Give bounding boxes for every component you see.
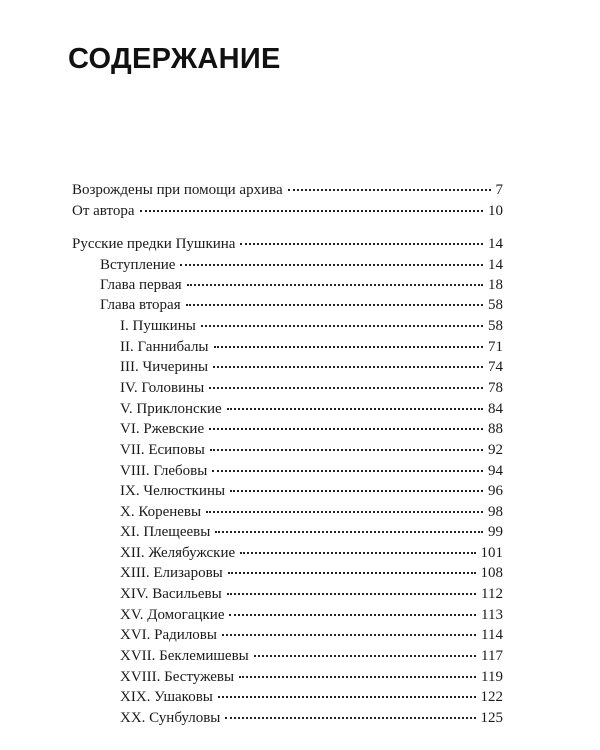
toc-entry-label: Вступление	[100, 257, 176, 273]
toc-entry-label: V. Приклонские	[120, 401, 222, 417]
toc-entry	[120, 706, 503, 724]
dot-leader	[215, 517, 483, 533]
toc-entry-page: 101	[480, 545, 503, 561]
toc-entry-page: 88	[488, 421, 503, 437]
toc-entry-page: 74	[488, 359, 503, 375]
dot-leader	[212, 456, 483, 472]
toc-entry	[120, 603, 503, 621]
toc-entry-label: X. Кореневы	[120, 504, 202, 520]
toc-entry-label: XV. Домогацкие	[120, 607, 225, 623]
toc-entry-page: 98	[488, 504, 503, 520]
toc-entry-label: XVI. Радиловы	[120, 627, 217, 643]
toc-entry	[72, 232, 503, 250]
dot-leader	[227, 579, 476, 595]
toc-entry	[120, 685, 503, 703]
toc-entry-label: XIII. Елизаровы	[120, 565, 223, 581]
toc-entry	[120, 520, 503, 538]
toc-entry-label: VIII. Глебовы	[120, 463, 208, 479]
dot-leader	[186, 290, 483, 306]
toc-entry-label: VII. Есиповы	[120, 442, 205, 458]
toc-entry-page: 117	[481, 648, 503, 664]
toc-entry	[120, 459, 503, 477]
toc-entry-page: 108	[480, 565, 503, 581]
toc-entry-label: XI. Плещеевы	[120, 524, 211, 540]
toc-entry-label: VI. Ржевские	[120, 421, 205, 437]
dot-leader	[214, 332, 483, 348]
dot-leader	[206, 497, 483, 513]
toc-entry-page: 113	[481, 607, 503, 623]
toc-entry	[120, 335, 503, 353]
toc-entry	[120, 314, 503, 332]
dot-leader	[209, 414, 483, 430]
toc-entry	[120, 644, 503, 662]
toc-entry-page: 125	[480, 710, 503, 726]
toc-entry	[100, 253, 503, 271]
toc-entry	[120, 623, 503, 641]
dot-leader	[201, 311, 483, 327]
toc-entry-label: XX. Сунбуловы	[120, 710, 221, 726]
toc-entry-label: Возрождены при помощи архива	[72, 182, 283, 198]
dot-leader	[228, 558, 476, 574]
toc-entry-page: 58	[488, 318, 503, 334]
dot-leader	[140, 196, 483, 212]
toc-entry-page: 122	[480, 689, 503, 705]
toc-entry	[120, 665, 503, 683]
toc-entry	[120, 355, 503, 373]
dot-leader	[218, 682, 476, 698]
toc-entry-label: XIV. Васильевы	[120, 586, 222, 602]
toc-entry-page: 58	[488, 297, 503, 313]
toc-entry-page: 92	[488, 442, 503, 458]
toc-entry	[120, 438, 503, 456]
toc-entry-label: IV. Головины	[120, 380, 205, 396]
dot-leader	[209, 373, 483, 389]
dot-leader	[254, 641, 476, 657]
toc-entry-label: III. Чичерины	[120, 359, 209, 375]
dot-leader	[225, 703, 475, 719]
dot-leader	[229, 600, 476, 616]
toc-entry	[120, 417, 503, 435]
dot-leader	[288, 175, 491, 191]
dot-leader	[227, 394, 483, 410]
toc-entry-page: 112	[481, 586, 503, 602]
toc-entry-label: Русские предки Пушкина	[72, 236, 236, 252]
toc-entry	[120, 376, 503, 394]
toc-entry-page: 18	[488, 277, 503, 293]
toc-entry-page: 14	[488, 257, 503, 273]
toc-entry-label: XVII. Беклемишевы	[120, 648, 249, 664]
toc-entry-page: 10	[488, 203, 503, 219]
dot-leader	[187, 270, 483, 286]
toc-entry-page: 71	[488, 339, 503, 355]
dot-leader	[239, 662, 476, 678]
toc-entry-label: IX. Челюсткины	[120, 483, 226, 499]
toc-entry-page: 14	[488, 236, 503, 252]
toc-entry-page: 96	[488, 483, 503, 499]
toc-entry-label: От автора	[72, 203, 135, 219]
toc-entry	[120, 561, 503, 579]
toc-entry	[72, 178, 503, 196]
toc-entry	[120, 582, 503, 600]
toc-entry-page: 84	[488, 401, 503, 417]
toc-entry	[72, 199, 503, 217]
toc-entry-label: XVIII. Бестужевы	[120, 669, 235, 685]
dot-leader	[213, 352, 483, 368]
toc-entry-label: Глава первая	[100, 277, 182, 293]
dot-leader	[180, 250, 483, 266]
toc-entry	[120, 397, 503, 415]
toc-entry-label: Глава вторая	[100, 297, 181, 313]
toc-entry	[100, 293, 503, 311]
toc-entry-page: 119	[481, 669, 503, 685]
toc-entry	[120, 479, 503, 497]
toc-entry-page: 99	[488, 524, 503, 540]
toc-entry-label: II. Ганнибалы	[120, 339, 209, 355]
toc-entry-label: I. Пушкины	[120, 318, 196, 334]
page-title: СОДЕРЖАНИЕ	[68, 43, 281, 75]
toc-entry-label: XIX. Ушаковы	[120, 689, 213, 705]
toc-entry-label: XII. Желябужские	[120, 545, 236, 561]
toc-entry	[120, 541, 503, 559]
toc-entry-page: 78	[488, 380, 503, 396]
dot-leader	[210, 435, 483, 451]
toc-entry-page: 7	[495, 182, 503, 198]
dot-leader	[222, 620, 476, 636]
toc-entry	[100, 273, 503, 291]
toc-entry	[120, 500, 503, 518]
toc-entry-page: 114	[481, 627, 503, 643]
toc-entry-page: 94	[488, 463, 503, 479]
dot-leader	[230, 476, 483, 492]
dot-leader	[240, 538, 475, 554]
dot-leader	[240, 229, 483, 245]
